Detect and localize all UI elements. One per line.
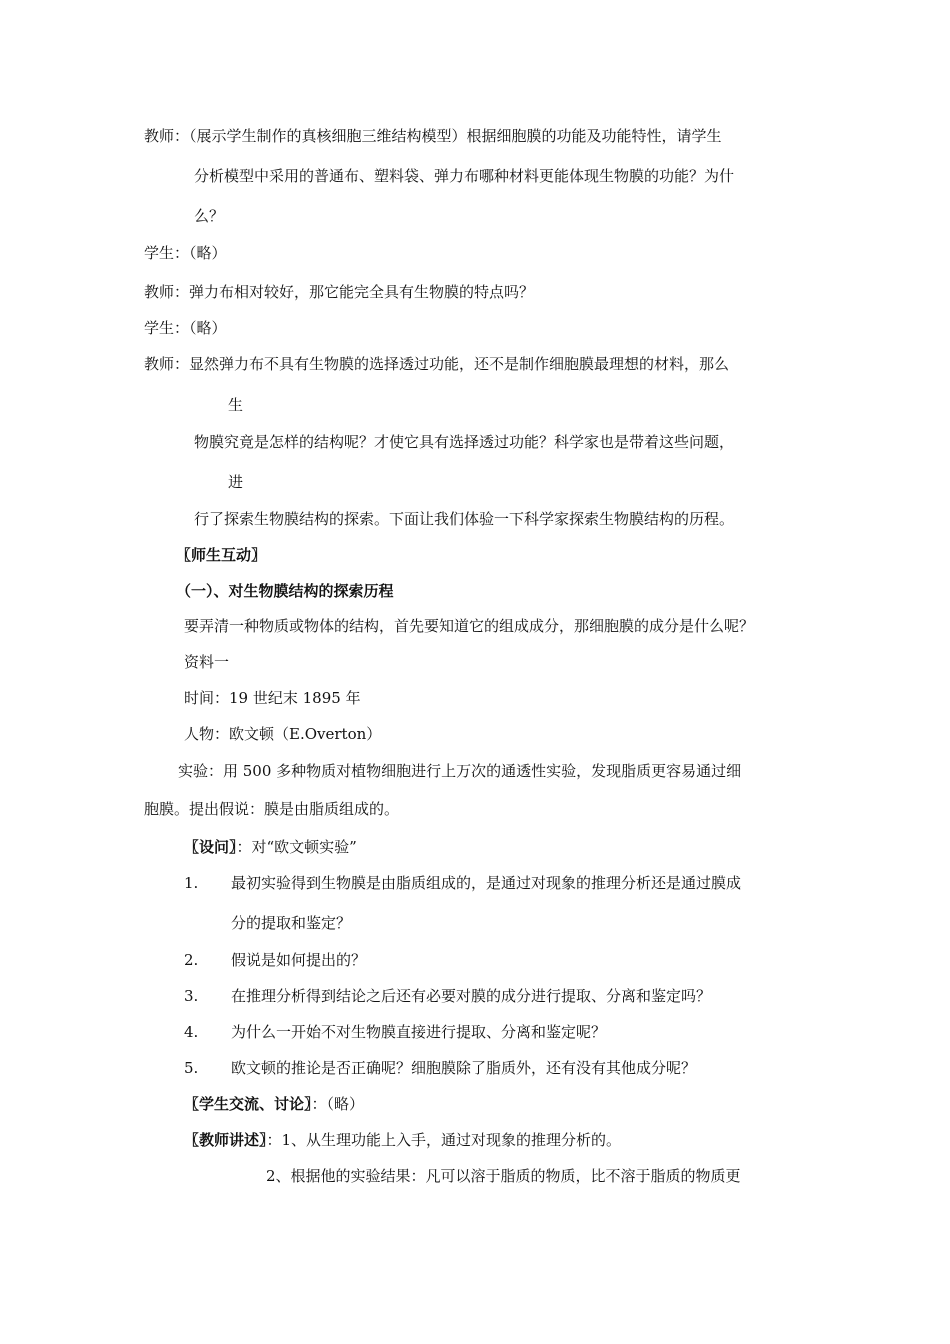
- question-number: 1.: [184, 874, 199, 892]
- lecture-line-continued: 2、根据他的实验结果：凡可以溶于脂质的物质，比不溶于脂质的物质更: [266, 1167, 741, 1185]
- material-person: 人物：欧文顿（E.Overton）: [184, 725, 382, 743]
- speaker-label: 教师：: [144, 355, 190, 373]
- question-label: 〖设问〗: [184, 838, 237, 856]
- dialogue-text: 弹力布相对较好，那它能完全具有生物膜的特点吗？: [189, 283, 535, 301]
- dialogue-line: 物膜究竟是怎样的结构呢？才使它具有选择透过功能？科学家也是带着这些问题，: [194, 433, 735, 451]
- question-heading: [184, 837, 357, 857]
- speaker-label: 学生：: [144, 244, 190, 262]
- intro-paragraph: 要弄清一种物质或物体的结构，首先要知道它的组成成分，那细胞膜的成分是什么呢？: [184, 617, 755, 635]
- dialogue-line: [144, 282, 534, 302]
- dialogue-line: 生: [228, 396, 244, 414]
- dialogue-line: [144, 318, 227, 338]
- dialogue-line: [144, 243, 227, 263]
- speaker-label: 教师：: [144, 127, 190, 145]
- question-text: 最初实验得到生物膜是由脂质组成的，是通过对现象的推理分析还是通过膜成: [231, 874, 742, 892]
- question-item: [184, 1058, 696, 1078]
- dialogue-text: 显然弹力布不具有生物膜的选择透过功能，还不是制作细胞膜最理想的材料，那么: [189, 355, 730, 373]
- part-title: （一）、对生物膜结构的探索历程: [176, 582, 394, 600]
- question-text: ：对“欧文顿实验”: [236, 838, 357, 856]
- dialogue-line: [144, 354, 729, 374]
- dialogue-line: 进: [228, 473, 244, 491]
- question-number: 3.: [184, 987, 199, 1005]
- discussion-line: [184, 1094, 364, 1114]
- dialogue-line: 行了探索生物膜结构的探索。下面让我们体验一下科学家探索生物膜结构的历程。: [194, 510, 735, 528]
- question-item: [184, 950, 366, 970]
- question-text: 为什么一开始不对生物膜直接进行提取、分离和鉴定呢？: [231, 1023, 607, 1041]
- material-label: 资料一: [184, 653, 230, 671]
- question-text: 假说是如何提出的？: [231, 951, 367, 969]
- question-number: 5.: [184, 1059, 199, 1077]
- lecture-line: [184, 1130, 621, 1150]
- question-item-continued: 分的提取和鉴定？: [231, 914, 352, 932]
- question-text: 在推理分析得到结论之后还有必要对膜的成分进行提取、分离和鉴定吗？: [231, 987, 712, 1005]
- dialogue-line: 分析模型中采用的普通布、塑料袋、弹力布哪种材料更能体现生物膜的功能？为什: [194, 167, 735, 185]
- dialogue-line: 么？: [194, 207, 225, 225]
- question-number: 4.: [184, 1023, 199, 1041]
- question-item: [184, 1022, 606, 1042]
- discussion-label: 〖学生交流、讨论〗: [184, 1095, 312, 1113]
- speaker-label: 教师：: [144, 283, 190, 301]
- lecture-text: ：1、从生理功能上入手，通过对现象的推理分析的。: [266, 1131, 622, 1149]
- question-number: 2.: [184, 951, 199, 969]
- question-item: [184, 873, 741, 893]
- dialogue-line: [144, 126, 722, 146]
- interaction-heading: 〖师生互动〗: [176, 546, 267, 564]
- question-item: [184, 986, 711, 1006]
- dialogue-text: （略）: [189, 244, 227, 262]
- speaker-label: 学生：: [144, 319, 190, 337]
- lecture-label: 〖教师讲述〗: [184, 1131, 267, 1149]
- material-time: 时间：19 世纪末 1895 年: [184, 689, 361, 707]
- question-text: 欧文顿的推论是否正确呢？细胞膜除了脂质外，还有没有其他成分呢？: [231, 1059, 697, 1077]
- experiment-text: 胞膜。提出假说：膜是由脂质组成的。: [144, 800, 400, 818]
- discussion-text: ：（略）: [311, 1095, 365, 1113]
- dialogue-text: （略）: [189, 319, 227, 337]
- experiment-text: 实验：用 500 多种物质对植物细胞进行上万次的通透性实验，发现脂质更容易通过细: [178, 762, 742, 780]
- dialogue-text: （展示学生制作的真核细胞三维结构模型）根据细胞膜的功能及功能特性，请学生: [189, 127, 722, 145]
